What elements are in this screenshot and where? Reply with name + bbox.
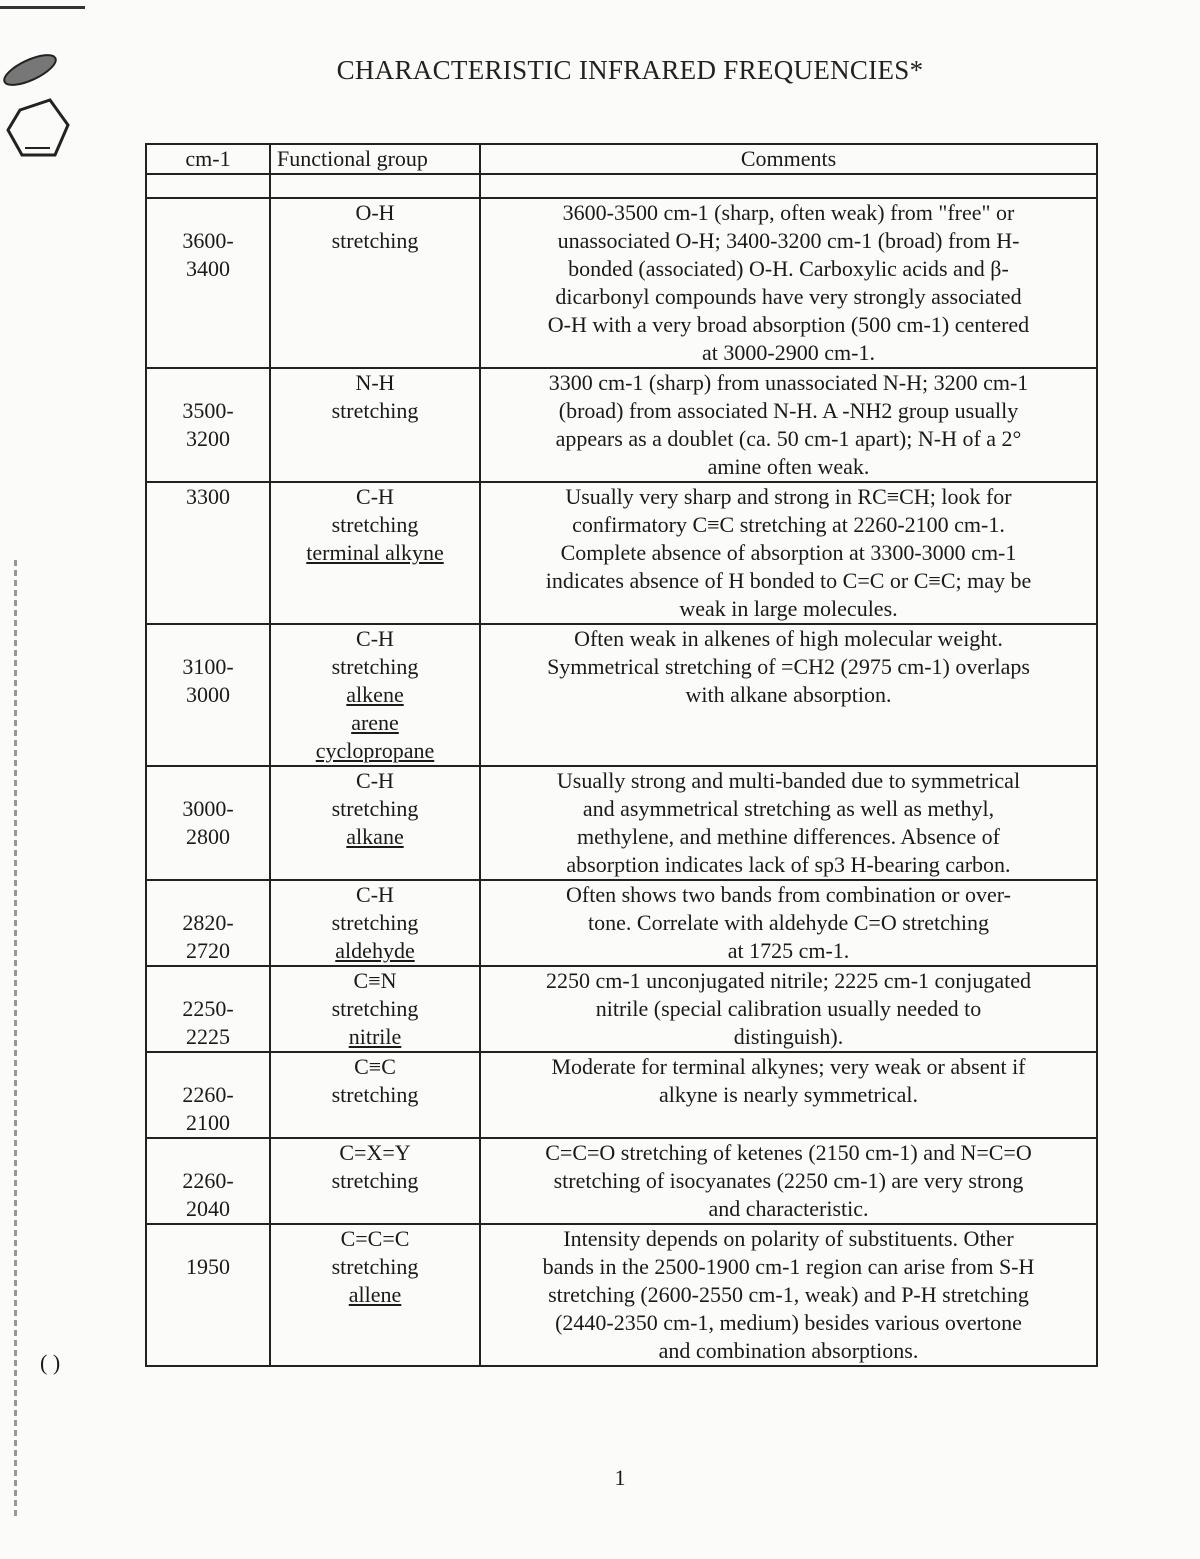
frequency-value: 2720 — [186, 938, 230, 963]
functional-group-cell — [270, 624, 480, 766]
comment-line: bands in the 2500-1900 cm-1 region can arise from S-H — [542, 1254, 1035, 1279]
functional-group-cell — [270, 966, 480, 1052]
table-body — [146, 198, 1097, 1366]
comment-line: 2250 cm-1 unconjugated nitrile; 2225 cm-1 conjugated — [545, 968, 1032, 993]
group-label: C-H — [356, 484, 394, 509]
frequency-value: 2820- — [182, 910, 234, 935]
functional-group-cell — [270, 880, 480, 966]
table-row — [146, 1224, 1097, 1366]
comments-cell — [480, 1138, 1097, 1224]
group-label: stretching — [331, 654, 419, 679]
comment-line: (2440-2350 cm-1, medium) besides various overtone — [555, 1310, 1022, 1335]
comment-line: tone. Correlate with aldehyde C=O stretching — [588, 910, 989, 935]
table-row — [146, 766, 1097, 880]
ir-frequency-table — [145, 143, 1098, 1367]
comment-line: Usually strong and multi-banded due to symmetrical — [556, 768, 1021, 793]
frequency-value: 3500- — [182, 398, 234, 423]
header-frequency: cm-1 — [146, 144, 270, 174]
comment-line: alkyne is nearly symmetrical. — [658, 1082, 919, 1107]
comment-line: stretching of isocyanates (2250 cm-1) are very strong — [553, 1168, 1024, 1193]
comment-line: Complete absence of absorption at 3300-3000 cm-1 — [560, 540, 1017, 565]
group-label: C≡C — [354, 1054, 396, 1079]
frequency-value: 2260- — [182, 1082, 234, 1107]
table-row — [146, 1052, 1097, 1138]
header-comments: Comments — [480, 144, 1097, 174]
comment-line: at 1725 cm-1. — [727, 938, 850, 963]
group-label: C-H — [356, 626, 394, 651]
comment-line: Often shows two bands from combination or over- — [566, 882, 1011, 907]
comment-line: indicates absence of H bonded to C=C or C≡C; may be — [545, 568, 1032, 593]
group-subtype: arene — [351, 710, 399, 735]
frequency-cell — [146, 624, 270, 766]
frequency-value: 3600- — [182, 228, 234, 253]
comments-cell — [480, 766, 1097, 880]
comment-line: amine often weak. — [707, 454, 870, 479]
group-label: C-H — [356, 768, 394, 793]
comments-cell — [480, 198, 1097, 368]
page-title: CHARACTERISTIC INFRARED FREQUENCIES* — [336, 55, 924, 85]
frequency-cell — [146, 482, 270, 624]
group-label: O-H — [355, 200, 395, 225]
group-label: N-H — [355, 370, 395, 395]
frequency-cell — [146, 368, 270, 482]
group-label: stretching — [331, 796, 419, 821]
group-subtype: cyclopropane — [315, 738, 435, 763]
comment-line: Symmetrical stretching of =CH2 (2975 cm-1) overlaps — [547, 654, 1030, 679]
frequency-cell — [146, 880, 270, 966]
header-functional-group: Functional group — [270, 144, 480, 174]
group-label: C-H — [356, 882, 394, 907]
comment-line: C=C=O stretching of ketenes (2150 cm-1) and N=C=O — [545, 1140, 1032, 1165]
group-label: stretching — [331, 512, 419, 537]
spacer-cell — [146, 174, 270, 198]
frequency-cell — [146, 1224, 270, 1366]
group-label: stretching — [331, 228, 419, 253]
spacer-cell — [480, 174, 1097, 198]
comment-line: confirmatory C≡C stretching at 2260-2100 cm-1. — [572, 512, 1005, 537]
group-label: stretching — [331, 398, 419, 423]
table-row — [146, 1138, 1097, 1224]
functional-group-cell — [270, 1224, 480, 1366]
comment-line: Often weak in alkenes of high molecular weight. — [574, 626, 1003, 651]
functional-group-cell — [270, 1052, 480, 1138]
frequency-value: 2800 — [186, 824, 230, 849]
functional-group-cell — [270, 766, 480, 880]
comments-cell — [480, 368, 1097, 482]
comment-line: 3600-3500 cm-1 (sharp, often weak) from "free" or — [562, 200, 1015, 225]
table-spacer-row — [146, 174, 1097, 198]
margin-binding-mark — [14, 560, 17, 1520]
group-label: C≡N — [353, 968, 397, 993]
frequency-cell — [146, 966, 270, 1052]
comment-line: distinguish). — [733, 1024, 844, 1049]
frequency-value: 2040 — [186, 1196, 230, 1221]
comment-line: and characteristic. — [708, 1196, 869, 1221]
group-subtype: alkene — [346, 682, 404, 707]
comment-line: stretching (2600-2550 cm-1, weak) and P-H stretching — [548, 1282, 1029, 1307]
comment-line: (broad) from associated N-H. A -NH2 group usually — [558, 398, 1019, 423]
comments-cell — [480, 880, 1097, 966]
frequency-value: 2250- — [182, 996, 234, 1021]
frequency-cell — [146, 198, 270, 368]
frequency-value: 2225 — [186, 1024, 230, 1049]
frequency-cell — [146, 1052, 270, 1138]
comment-line: Intensity depends on polarity of substituents. Other — [563, 1226, 1014, 1251]
comments-cell — [480, 1224, 1097, 1366]
frequency-value: 1950 — [186, 1254, 230, 1279]
group-subtype: allene — [348, 1282, 402, 1307]
table-header-row — [146, 144, 1097, 174]
frequency-value: 2100 — [186, 1110, 230, 1135]
table-row — [146, 482, 1097, 624]
comment-line: appears as a doublet (ca. 50 cm-1 apart); N-H of a 2° — [555, 426, 1022, 451]
comment-line: weak in large molecules. — [679, 596, 898, 621]
comment-line: and combination absorptions. — [658, 1338, 919, 1363]
page-number: 1 — [614, 1465, 626, 1490]
comment-line: unassociated O-H; 3400-3200 cm-1 (broad) from H- — [557, 228, 1020, 253]
comment-line: 3300 cm-1 (sharp) from unassociated N-H; 3200 cm-1 — [548, 370, 1029, 395]
frequency-value: 3400 — [186, 256, 230, 281]
comment-line: Moderate for terminal alkynes; very weak or absent if — [551, 1054, 1026, 1079]
functional-group-cell — [270, 482, 480, 624]
comments-cell — [480, 966, 1097, 1052]
comment-line: methylene, and methine differences. Absence of — [577, 824, 1000, 849]
margin-doodle-icon — [0, 30, 90, 170]
comment-line: at 3000-2900 cm-1. — [702, 340, 875, 365]
margin-parentheses: ( ) — [40, 1350, 61, 1375]
frequency-value: 3200 — [186, 426, 230, 451]
top-left-rule — [0, 6, 85, 9]
group-label: stretching — [331, 1254, 419, 1279]
table-row — [146, 198, 1097, 368]
frequency-cell — [146, 1138, 270, 1224]
frequency-value: 3000- — [182, 796, 234, 821]
comment-line: and asymmetrical stretching as well as methyl, — [582, 796, 995, 821]
comment-line: with alkane absorption. — [685, 682, 892, 707]
table-row — [146, 368, 1097, 482]
group-label: stretching — [331, 910, 419, 935]
functional-group-cell — [270, 368, 480, 482]
comment-line: bonded (associated) O-H. Carboxylic acids and β- — [568, 256, 1009, 281]
comment-line: Usually very sharp and strong in RC≡CH; look for — [565, 484, 1012, 509]
comments-cell — [480, 482, 1097, 624]
group-subtype: nitrile — [348, 1024, 402, 1049]
group-subtype: aldehyde — [335, 938, 415, 963]
comments-cell — [480, 624, 1097, 766]
comment-line: O-H with a very broad absorption (500 cm-1) centered — [547, 312, 1030, 337]
frequency-cell — [146, 766, 270, 880]
group-label: C=C=C — [340, 1226, 410, 1251]
frequency-value: 3300 — [186, 484, 230, 509]
comment-line: absorption indicates lack of sp3 H-bearing carbon. — [566, 852, 1011, 877]
group-label: stretching — [331, 1168, 419, 1193]
spacer-cell — [270, 174, 480, 198]
table-row — [146, 966, 1097, 1052]
group-label: stretching — [331, 996, 419, 1021]
comments-cell — [480, 1052, 1097, 1138]
group-subtype: terminal alkyne — [306, 540, 444, 565]
functional-group-cell — [270, 1138, 480, 1224]
group-subtype: alkane — [346, 824, 404, 849]
functional-group-cell — [270, 198, 480, 368]
frequency-value: 3000 — [186, 682, 230, 707]
comment-line: nitrile (special calibration usually needed to — [595, 996, 982, 1021]
frequency-value: 3100- — [182, 654, 234, 679]
group-label: C=X=Y — [339, 1140, 411, 1165]
comment-line: dicarbonyl compounds have very strongly associated — [555, 284, 1022, 309]
table-row — [146, 880, 1097, 966]
table-row — [146, 624, 1097, 766]
group-label: stretching — [331, 1082, 419, 1107]
frequency-value: 2260- — [182, 1168, 234, 1193]
